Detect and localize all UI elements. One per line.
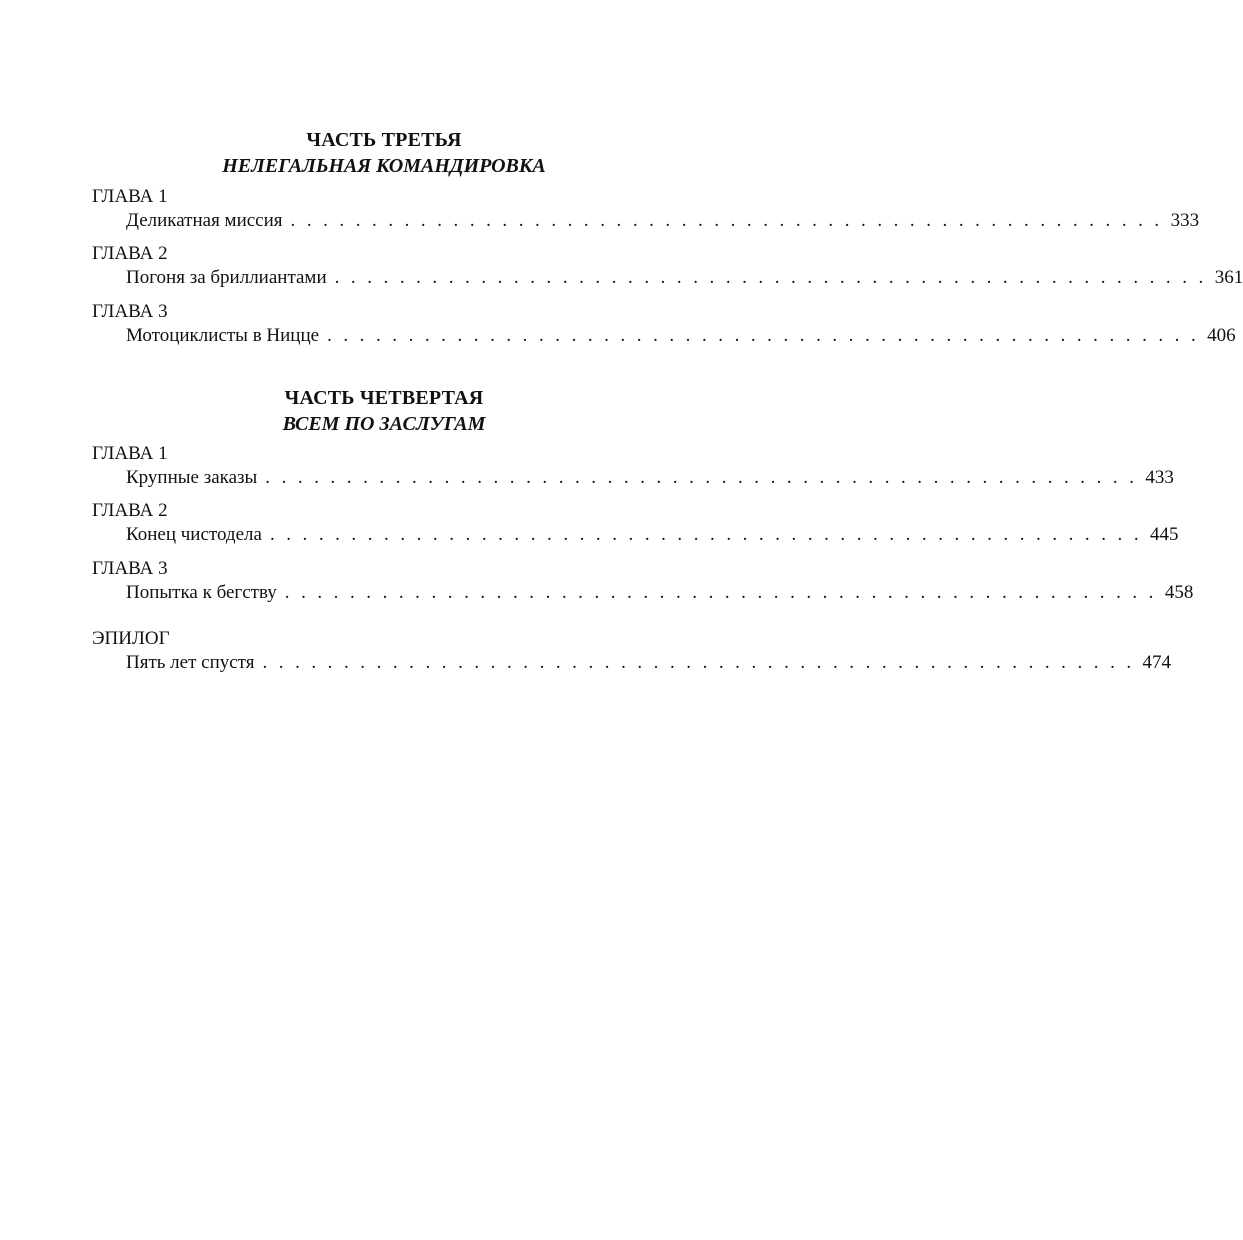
toc-entry[interactable]	[126, 651, 1172, 675]
chapter-label: ГЛАВА 3	[92, 301, 168, 322]
toc-entry[interactable]	[126, 266, 1243, 290]
part-title: ЧАСТЬ ЧЕТВЕРТАЯ	[284, 387, 484, 409]
page-number: 361	[1214, 267, 1243, 288]
part-title: ЧАСТЬ ТРЕТЬЯ	[306, 129, 462, 151]
page-number: 333	[1170, 210, 1200, 231]
part-four-heading	[0, 385, 768, 437]
toc-entry[interactable]	[126, 209, 1200, 233]
chapter-label: ГЛАВА 2	[92, 243, 168, 264]
chapter-label: ГЛАВА 1	[92, 443, 168, 464]
entry-title: Конец чистодела	[126, 524, 262, 545]
page-number: 474	[1142, 652, 1172, 673]
page-number: 445	[1150, 524, 1179, 545]
dot-leader: . . . . . . . . . . . . . . . . . . . . . . . . . . . . . . . . . . . . . . . . . . . . . . . . . . . . . .	[262, 652, 1135, 673]
dot-leader: . . . . . . . . . . . . . . . . . . . . . . . . . . . . . . . . . . . . . . . . . . . . . . . . . . . . . .	[290, 210, 1163, 231]
chapter-label: ГЛАВА 1	[92, 186, 168, 207]
chapter-label: ГЛАВА 2	[92, 500, 168, 521]
part-subtitle: ВСЕМ ПО ЗАСЛУГАМ	[282, 413, 486, 435]
toc-entry[interactable]	[126, 466, 1174, 490]
page-number: 433	[1145, 467, 1174, 488]
dot-leader: . . . . . . . . . . . . . . . . . . . . . . . . . . . . . . . . . . . . . . . . . . . . . . . . . . . . . .	[269, 524, 1142, 545]
entry-title: Крупные заказы	[126, 467, 258, 488]
entry-title: Мотоциклисты в Ницце	[126, 325, 320, 346]
entry-title: Деликатная миссия	[126, 210, 283, 231]
dot-leader: . . . . . . . . . . . . . . . . . . . . . . . . . . . . . . . . . . . . . . . . . . . . . . . . . . . . . .	[327, 325, 1200, 346]
entry-title: Попытка к бегству	[126, 582, 277, 603]
entry-title: Погоня за бриллиантами	[126, 267, 327, 288]
chapter-label: ГЛАВА 3	[92, 558, 168, 579]
toc-entry[interactable]	[126, 523, 1179, 547]
dot-leader: . . . . . . . . . . . . . . . . . . . . . . . . . . . . . . . . . . . . . . . . . . . . . . . . . . . . . .	[284, 582, 1157, 603]
toc-entry[interactable]	[126, 581, 1194, 605]
epilogue-label: ЭПИЛОГ	[92, 628, 170, 649]
page-number: 458	[1164, 582, 1194, 603]
entry-title: Пять лет спустя	[126, 652, 255, 673]
toc-entry[interactable]	[126, 324, 1236, 348]
dot-leader: . . . . . . . . . . . . . . . . . . . . . . . . . . . . . . . . . . . . . . . . . . . . . . . . . . . . . .	[334, 267, 1207, 288]
dot-leader: . . . . . . . . . . . . . . . . . . . . . . . . . . . . . . . . . . . . . . . . . . . . . . . . . . . . . .	[265, 467, 1138, 488]
part-three-heading	[0, 127, 768, 179]
page-number: 406	[1207, 325, 1236, 346]
part-subtitle: НЕЛЕГАЛЬНАЯ КОМАНДИРОВКА	[222, 155, 546, 177]
